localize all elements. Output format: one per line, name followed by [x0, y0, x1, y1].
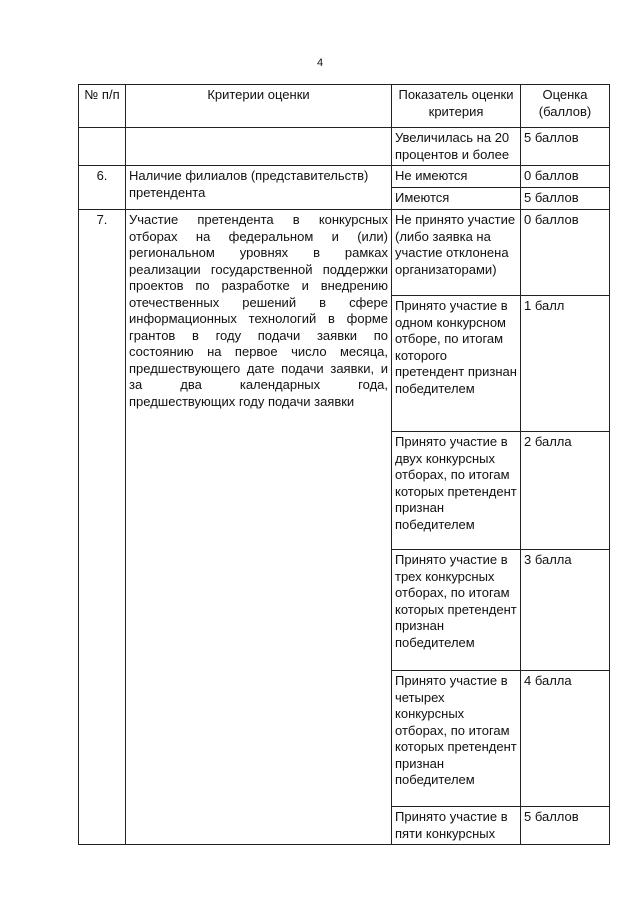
row5-criteria — [126, 128, 392, 166]
table-row — [79, 210, 610, 296]
row6-indicator-2: Имеются — [392, 188, 521, 210]
row7-indicator-6: Принято участие в пяти конкурсных — [392, 807, 521, 845]
row6-score-1: 0 баллов — [521, 166, 610, 188]
row5-score: 5 баллов — [521, 128, 610, 166]
row5-indicator: Увеличилась на 20 процентов и более — [392, 128, 521, 166]
header-row — [79, 85, 610, 128]
header-num: № п/п — [79, 85, 126, 128]
row7-score-6: 5 баллов — [521, 807, 610, 845]
table-row — [79, 166, 610, 188]
header-score: Оценка (баллов) — [521, 85, 610, 128]
criteria-table — [78, 84, 610, 845]
row7-criteria: Участие претендента в конкурсных отборах на федеральном и (или) региональном уровнях в рамках реализации государственной поддержки проектов по разработке и внедрению отечественных решений в сфере информационных технологий в форме грантов в году подачи заявки по состоянию на первое число месяца, предшествующего дате подачи заявки, и за два календарных года, предшествующих году подачи заявки — [126, 210, 392, 845]
row7-indicator-3: Принято участие в двух конкурсных отборах, по итогам которых претендент признан победителем — [392, 432, 521, 550]
row7-indicator-2: Принято участие в одном конкурсном отборе, по итогам которого претендент признан победителем — [392, 296, 521, 432]
row7-indicator-5: Принято участие в четырех конкурсных отборах, по итогам которых претендент признан победителем — [392, 671, 521, 807]
page-number: 4 — [316, 57, 324, 69]
row7-score-5: 4 балла — [521, 671, 610, 807]
row7-num: 7. — [79, 210, 126, 845]
table-row — [79, 128, 610, 166]
row6-score-2: 5 баллов — [521, 188, 610, 210]
header-criteria: Критерии оценки — [126, 85, 392, 128]
row7-score-4: 3 балла — [521, 550, 610, 671]
row7-indicator-4: Принято участие в трех конкурсных отборах, по итогам которых претендент признан победителем — [392, 550, 521, 671]
row7-score-3: 2 балла — [521, 432, 610, 550]
row7-score-1: 0 баллов — [521, 210, 610, 296]
row7-indicator-1: Не принято участие (либо заявка на участие отклонена организаторами) — [392, 210, 521, 296]
row6-num: 6. — [79, 166, 126, 210]
row6-criteria: Наличие филиалов (представительств) претендента — [126, 166, 392, 210]
header-indicator: Показатель оценки критерия — [392, 85, 521, 128]
row6-indicator-1: Не имеются — [392, 166, 521, 188]
row5-num — [79, 128, 126, 166]
row7-score-2: 1 балл — [521, 296, 610, 432]
